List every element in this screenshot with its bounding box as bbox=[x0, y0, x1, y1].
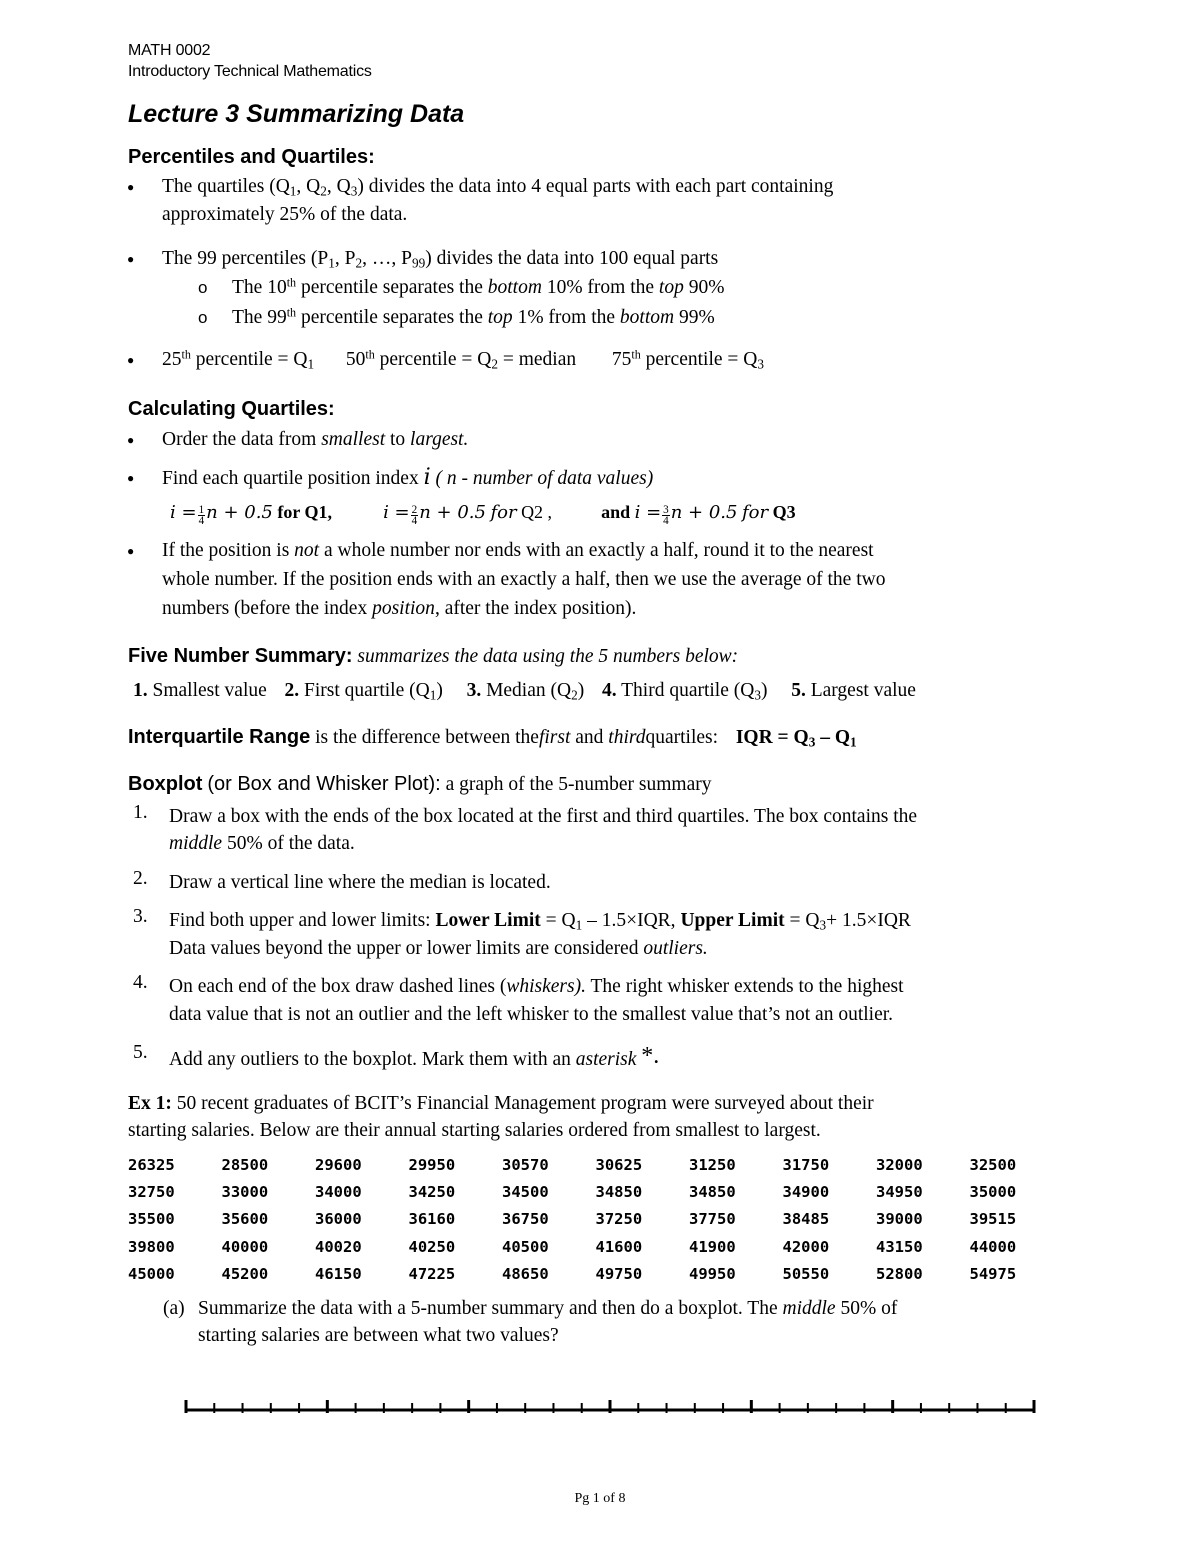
table-cell: 42000 bbox=[782, 1237, 830, 1256]
bullet-icon: ● bbox=[127, 252, 135, 266]
table-cell: 34850 bbox=[689, 1182, 736, 1201]
table-cell: 34000 bbox=[315, 1182, 362, 1201]
table-cell: 31750 bbox=[782, 1155, 830, 1174]
step-number: 1. bbox=[133, 802, 148, 823]
table-cell: 39515 bbox=[969, 1210, 1017, 1229]
table-cell: 36750 bbox=[502, 1210, 549, 1229]
page-title: Lecture 3 Summarizing Data bbox=[128, 100, 465, 128]
table-cell: 43150 bbox=[876, 1237, 923, 1256]
table-cell: 35600 bbox=[221, 1210, 269, 1229]
bullet-icon: ● bbox=[127, 353, 135, 367]
table-cell: 37750 bbox=[689, 1210, 736, 1229]
boxplot-step-3: Find both upper and lower limits: Lower Limit = $Q_1 - 1.5\times IQR$, Upper Limit = $Q_3+ 1.5\times IQR$ bbox=[169, 910, 911, 933]
table-cell: 44000 bbox=[969, 1237, 1017, 1256]
table-cell: 35000 bbox=[969, 1182, 1017, 1201]
table-cell: 40250 bbox=[408, 1237, 456, 1256]
table-cell: 28500 bbox=[221, 1155, 269, 1174]
table-cell: 39800 bbox=[128, 1237, 175, 1256]
bullet-icon: ● bbox=[127, 433, 135, 447]
part-a-question-line2: starting salaries are between what two values? bbox=[198, 1325, 559, 1346]
percentile-quartile-relations: 25th percentile = $Q_1$ 50th percentile = $Q_2$ = median 75th percentile = $Q_3$ bbox=[162, 347, 764, 372]
table-cell: 33000 bbox=[221, 1182, 269, 1201]
order-data-text: Order the data from smallest to largest. bbox=[162, 429, 469, 450]
boxplot-step-1-line2: middle 50% of the data. bbox=[169, 833, 355, 854]
step-number: 5. bbox=[133, 1042, 148, 1063]
example-intro: Ex 1: 50 recent graduates of BCIT’s Financial Management program were surveyed about their bbox=[128, 1093, 874, 1114]
five-number-summary-heading-line: Five Number Summary: summarizes the data using the 5 numbers below: bbox=[128, 645, 739, 667]
table-cell: 35500 bbox=[128, 1210, 175, 1229]
quartile-formulas: i = $\frac{1}{4}$ n + 0.5 for Q1, i = $\frac{2}{4}$ n + 0.5 for Q2 , and i = $\frac{3}{4}$ n + 0.5 for Q3 bbox=[170, 502, 796, 528]
table-cell: 47225 bbox=[408, 1264, 456, 1283]
table-cell: 41900 bbox=[689, 1237, 736, 1256]
table-cell: 45000 bbox=[128, 1264, 175, 1283]
table-cell: 34500 bbox=[502, 1182, 549, 1201]
percentiles-text: The 99 percentiles ($P_1$, $P_2$, …, $P_{99}$) divides the data into 100 equal parts bbox=[162, 248, 719, 271]
boxplot-step-4: On each end of the box draw dashed lines (whiskers). The right whisker extends to the highest bbox=[169, 976, 904, 997]
page-number: Pg 1 of 8 bbox=[574, 1491, 626, 1506]
ninety-ninth-percentile-text: The 99th percentile separates the top 1% from the bottom 99% bbox=[232, 305, 715, 328]
table-cell: 50550 bbox=[782, 1264, 830, 1283]
table-cell: 34850 bbox=[595, 1182, 643, 1201]
table-cell: 36000 bbox=[315, 1210, 362, 1229]
table-cell: 40020 bbox=[315, 1237, 362, 1256]
table-cell: 29950 bbox=[408, 1155, 456, 1174]
tenth-percentile-text: The 10th percentile separates the bottom 10% from the top 90% bbox=[232, 275, 725, 298]
table-cell: 48650 bbox=[502, 1264, 549, 1283]
quartiles-text: The quartiles ($Q_1$, $Q_2$, $Q_3$) divides the data into 4 equal parts with each part containing bbox=[162, 176, 834, 199]
table-cell: 41600 bbox=[595, 1237, 643, 1256]
boxplot-step-5: Add any outliers to the boxplot. Mark them with an asterisk *. bbox=[169, 1043, 660, 1070]
table-cell: 52800 bbox=[876, 1264, 923, 1283]
table-cell: 49750 bbox=[595, 1264, 643, 1283]
heading-percentiles: Percentiles and Quartiles: bbox=[128, 146, 375, 168]
quartiles-text-line2: approximately 25% of the data. bbox=[162, 204, 408, 225]
heading-calculating-quartiles: Calculating Quartiles: bbox=[128, 398, 335, 420]
table-cell: 32500 bbox=[969, 1155, 1017, 1174]
table-cell: 40000 bbox=[221, 1237, 269, 1256]
rounding-rule-text: If the position is not a whole number nor ends with an exactly a half, round it to the nearest bbox=[162, 540, 874, 561]
step-number: 2. bbox=[133, 868, 148, 889]
boxplot-step-1: Draw a box with the ends of the box located at the first and third quartiles. The box contains the bbox=[169, 806, 918, 827]
table-cell: 32750 bbox=[128, 1182, 175, 1201]
table-cell: 30570 bbox=[502, 1155, 549, 1174]
boxplot-step-4-line2: data value that is not an outlier and the left whisker to the smallest value that’s not an outlier. bbox=[169, 1004, 894, 1025]
table-cell: 26325 bbox=[128, 1155, 175, 1174]
circle-bullet-icon: o bbox=[198, 308, 208, 327]
rounding-rule-line2: whole number. If the position ends with an exactly a half, then we use the average of the two bbox=[162, 569, 886, 590]
boxplot-step-2: Draw a vertical line where the median is located. bbox=[169, 872, 551, 893]
table-cell: 31250 bbox=[689, 1155, 736, 1174]
position-index-text: Find each quartile position index i ( n - number of data values) bbox=[162, 465, 654, 490]
boxplot-step-3-line2: Data values beyond the upper or lower limits are considered outliers. bbox=[169, 938, 708, 959]
bullet-icon: ● bbox=[127, 544, 135, 558]
table-cell: 46150 bbox=[315, 1264, 362, 1283]
table-cell: 34250 bbox=[408, 1182, 456, 1201]
step-number: 3. bbox=[133, 906, 148, 927]
bullet-icon: ● bbox=[127, 471, 135, 485]
table-cell: 45200 bbox=[221, 1264, 269, 1283]
table-cell: 54975 bbox=[969, 1264, 1017, 1283]
table-cell: 38485 bbox=[782, 1210, 830, 1229]
course-name: Introductory Technical Mathematics bbox=[128, 63, 372, 80]
table-cell: 34950 bbox=[876, 1182, 923, 1201]
table-cell: 30625 bbox=[595, 1155, 643, 1174]
table-cell: 49950 bbox=[689, 1264, 736, 1283]
bullet-icon: ● bbox=[127, 180, 135, 194]
five-number-list: 1. Smallest value 2. First quartile $(Q_1)$ 3. Median $(Q_2)$ 4. Third quartile $(Q_3)$ 5. Largest value bbox=[133, 680, 916, 703]
part-a-label: (a) bbox=[163, 1298, 185, 1319]
table-cell: 39000 bbox=[876, 1210, 923, 1229]
example-intro-line2: starting salaries. Below are their annual starting salaries ordered from smallest to largest. bbox=[128, 1120, 821, 1141]
table-cell: 40500 bbox=[502, 1237, 549, 1256]
table-cell: 37250 bbox=[595, 1210, 643, 1229]
iqr-line: Interquartile Range is the difference between thefirst and thirdquartiles: IQR = $Q_3 - Q_1$ bbox=[128, 726, 857, 750]
part-a-question: Summarize the data with a 5-number summary and then do a boxplot. The middle 50% of bbox=[198, 1298, 898, 1319]
boxplot-heading-line: Boxplot (or Box and Whisker Plot): a graph of the 5-number summary bbox=[128, 773, 712, 795]
circle-bullet-icon: o bbox=[198, 278, 208, 297]
step-number: 4. bbox=[133, 972, 148, 993]
rounding-rule-line3: numbers (before the index position, after the index position). bbox=[162, 598, 637, 619]
table-cell: 34900 bbox=[782, 1182, 830, 1201]
table-cell: 32000 bbox=[876, 1155, 923, 1174]
table-cell: 36160 bbox=[408, 1210, 456, 1229]
table-cell: 29600 bbox=[315, 1155, 362, 1174]
course-code: MATH 0002 bbox=[128, 42, 211, 59]
